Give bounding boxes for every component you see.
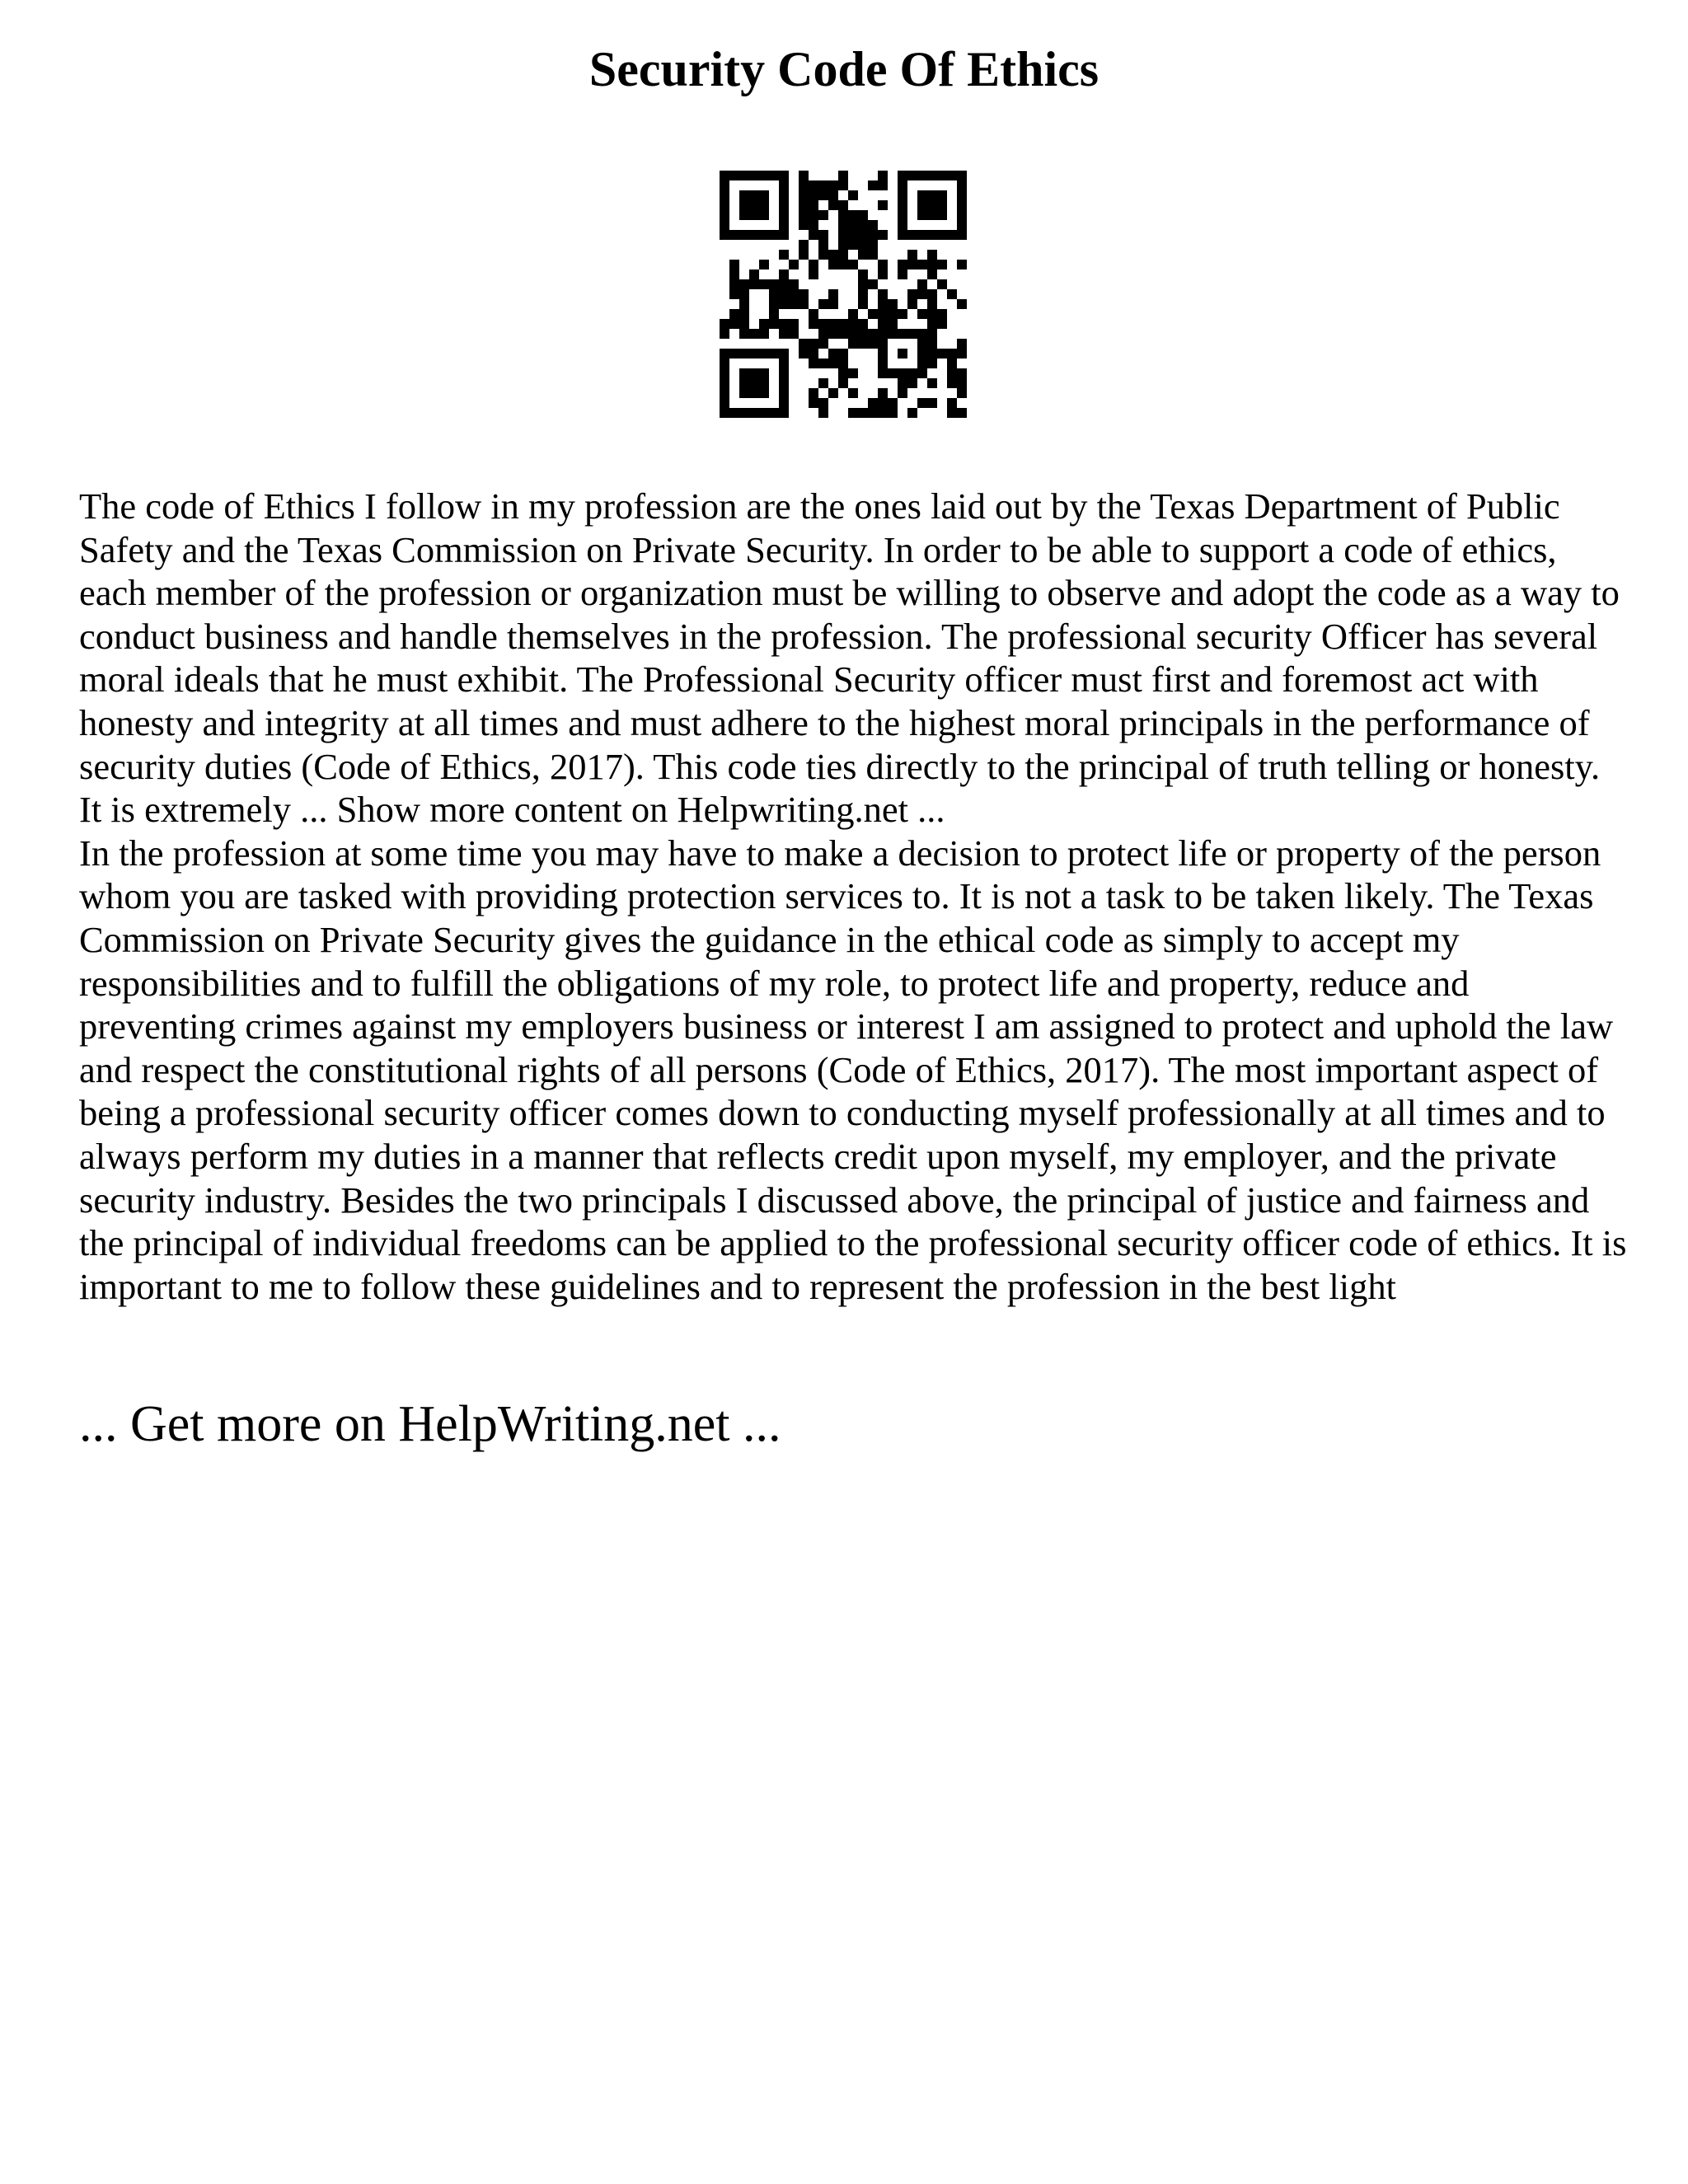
paragraph-2: In the profession at some time you may have to make a decision to protect life or property of the person whom you are tasked with providing protection services to. It is not a task to be taken likely. The Texas Commission on Private Security gives the guidance in the ethical code as simply to accept my responsibilities and to fulfill the obligations of my role, to protect life and property, reduce and preventing crimes against my employers business or interest I am assigned to protect and uphold the law and respect the constitutional rights of all persons (Code of Ethics, 2017). The most important aspect of being a professional security officer comes down to conducting myself professionally at all times and to always perform my duties in a manner that reflects credit upon myself, my employer, and the private security industry. Besides the two principals I discussed above, the principal of justice and fairness and the principal of individual freedoms can be applied to the professional security officer code of ethics. It is important to me to follow these guidelines and to represent the profession in the best light xyxy=(79,832,1627,1307)
get-more-link[interactable]: ... Get more on HelpWriting.net ... xyxy=(79,1396,781,1452)
document-title: Security Code Of Ethics xyxy=(588,42,1100,96)
qr-code-icon[interactable] xyxy=(720,171,967,418)
article-body xyxy=(79,485,1629,1308)
paragraph-1: The code of Ethics I follow in my profession are the ones laid out by the Texas Department of Public Safety and the Texas Commission on Private Security. In order to be able to support a code of ethics, each member of the profession or organization must be willing to observe and adopt the code as a way to conduct business and handle themselves in the profession. The professional security Officer has several moral ideals that he must exhibit. The Professional Security officer must first and foremost act with honesty and integrity at all times and must adhere to the highest moral principals in the performance of security duties (Code of Ethics, 2017). This code ties directly to the principal of truth telling or honesty. It is extremely ... Show more content on Helpwriting.net ... xyxy=(79,485,1620,831)
